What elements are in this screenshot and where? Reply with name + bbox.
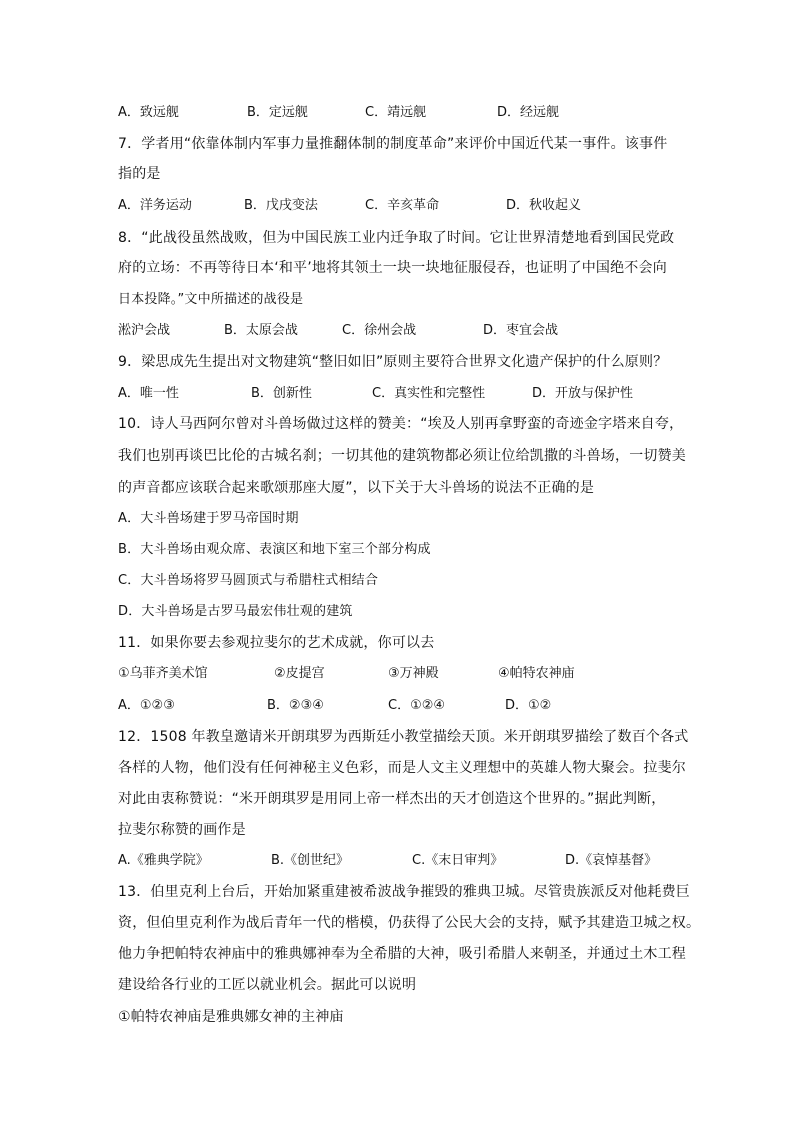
q12-option-b: B.《创世纪》 bbox=[271, 853, 350, 868]
q13-item-1: ①帕特农神庙是雅典娜女神的主神庙 bbox=[118, 1009, 344, 1025]
q13-stem-line-2: 资，但伯里克利作为战后青年一代的楷模，仍获得了公民大会的支持，赋予其建造卫城之权。 bbox=[118, 915, 701, 931]
q13-stem-line-1: 13．伯里克利上台后，开始加紧重建被希波战争摧毁的雅典卫城。尽管贵族派反对他耗费巨 bbox=[118, 884, 691, 900]
q8-stem-line-1: 8．“此战役虽然战败，但为中国民族工业内迁争取了时间。它让世界清楚地看到国民党政 bbox=[118, 230, 675, 246]
q8-stem-line-3: 日本投降。”文中所描述的战役是 bbox=[118, 292, 304, 307]
q12-stem-line-4: 拉斐尔称赞的画作是 bbox=[118, 822, 246, 838]
q10-stem-line-1: 10．诗人马西阿尔曾对斗兽场做过这样的赞美：“埃及人别再拿野蛮的奇迹金字塔来自夸， bbox=[118, 416, 684, 432]
q9-stem-line-1: 9．梁思成先生提出对文物建筑“整旧如旧”原则主要符合世界文化遗产保护的什么原则？ bbox=[118, 354, 668, 370]
q9-option-a: A．唯一性 bbox=[118, 386, 179, 401]
q13-stem-line-3: 他力争把帕特农神庙中的雅典娜神奉为全希腊的大神，吸引希腊人来朝圣，并通过土木工程 bbox=[118, 946, 686, 962]
q6-option-b: B．定远舰 bbox=[247, 105, 308, 120]
q8-option-c: C．徐州会战 bbox=[342, 323, 417, 338]
q10-stem-line-3: 的声音都应该联合起来歌颂那座大厦”，以下关于大斗兽场的说法不正确的是 bbox=[118, 480, 595, 496]
q9-option-c: C．真实性和完整性 bbox=[372, 386, 486, 401]
q10-option-d: D．大斗兽场是古罗马最宏伟壮观的建筑 bbox=[118, 604, 353, 619]
q10-stem-line-2: 我们也别再谈巴比伦的古城名刹；一切其他的建筑物都必须让位给凯撒的斗兽场，一切赞美 bbox=[118, 448, 686, 464]
q12-stem-line-2: 各样的人物，他们没有任何神秘主义色彩，而是人文主义理想中的英雄人物大聚会。拉斐尔 bbox=[118, 760, 686, 776]
q10-option-a: A．大斗兽场建于罗马帝国时期 bbox=[118, 511, 299, 526]
q7-stem-line-2: 指的是 bbox=[118, 166, 161, 182]
q11-item-4: ④帕特农神庙 bbox=[498, 666, 575, 681]
q11-item-3: ③万神殿 bbox=[388, 666, 439, 681]
q7-option-d: D．秋收起义 bbox=[506, 198, 582, 213]
q10-option-b: B．大斗兽场由观众席、表演区和地下室三个部分构成 bbox=[118, 542, 431, 557]
q12-option-a: A.《雅典学院》 bbox=[118, 853, 209, 868]
q7-option-a: A．洋务运动 bbox=[118, 198, 192, 213]
q7-option-b: B．戊戌变法 bbox=[244, 198, 318, 213]
q7-option-c: C．辛亥革命 bbox=[365, 198, 440, 213]
q6-option-c: C．靖远舰 bbox=[365, 105, 427, 120]
q11-option-b: B．②③④ bbox=[267, 698, 324, 713]
q11-option-d: D．①② bbox=[505, 698, 552, 713]
q13-stem-line-4: 建设给各行业的工匠以就业机会。据此可以说明 bbox=[118, 977, 417, 993]
q9-option-b: B．创新性 bbox=[251, 386, 312, 401]
q9-option-d: D．开放与保护性 bbox=[532, 386, 634, 401]
q12-option-c: C.《末日审判》 bbox=[412, 853, 504, 868]
q8-stem-line-2: 府的立场：不再等待日本‘和平’地将其领土一块一块地征服侵吞，也证明了中国绝不会向 bbox=[118, 260, 667, 276]
q10-option-c: C．大斗兽场将罗马圆顶式与希腊柱式相结合 bbox=[118, 573, 379, 588]
q12-option-d: D.《哀悼基督》 bbox=[565, 853, 658, 868]
q11-option-a: A．①②③ bbox=[118, 698, 175, 713]
q8-option-d: D．枣宜会战 bbox=[483, 323, 559, 338]
q8-option-b: B．太原会战 bbox=[224, 323, 298, 338]
q6-option-a: A．致远舰 bbox=[118, 105, 179, 120]
q11-option-c: C．①②④ bbox=[388, 698, 446, 713]
q12-stem-line-1: 12．1508 年教皇邀请米开朗琪罗为西斯廷小教堂描绘天顶。米开朗琪罗描绘了数百个各式 bbox=[118, 729, 689, 745]
q7-stem-line-1: 7．学者用“依靠体制内军事力量推翻体制的制度革命”来评价中国近代某一事件。该事件 bbox=[118, 136, 668, 152]
q8-option-a: 淞沪会战 bbox=[118, 323, 171, 338]
q11-item-2: ②皮提宫 bbox=[274, 666, 325, 681]
q11-stem-line-1: 11．如果你要去参观拉斐尔的艺术成就，你可以去 bbox=[118, 635, 435, 651]
q12-stem-line-3: 对此由衷称赞说：“米开朗琪罗是用同上帝一样杰出的天才创造这个世界的。”据此判断， bbox=[118, 791, 666, 807]
q11-item-1: ①乌菲齐美术馆 bbox=[118, 666, 208, 681]
q6-option-d: D．经远舰 bbox=[497, 105, 560, 120]
